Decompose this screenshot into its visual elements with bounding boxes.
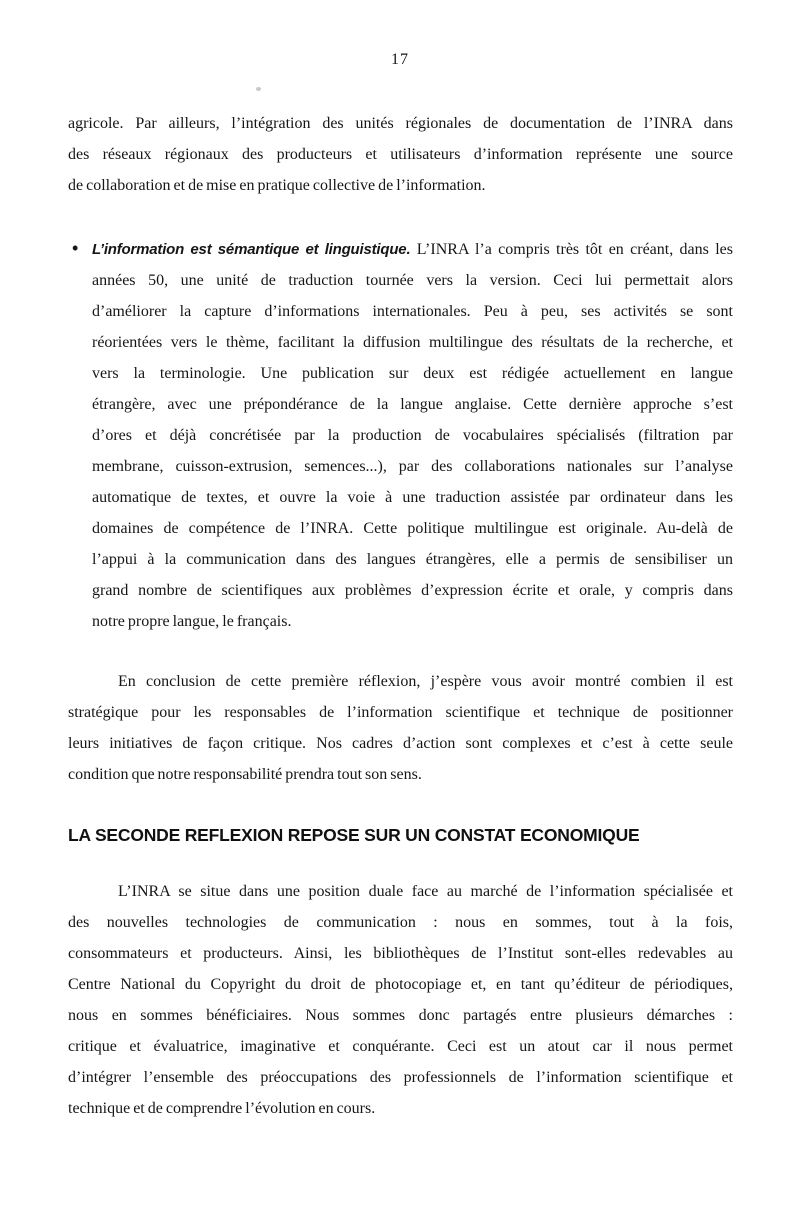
text-line: membrane, cuisson-extrusion, semences...), par des collaborations nationales sur l’analyse xyxy=(92,458,733,475)
text-line: consommateurs et producteurs. Ainsi, les bibliothèques de l’Institut sont-elles redevables au xyxy=(68,945,733,962)
text-line: de collaboration et de mise en pratique collective de l’information. xyxy=(68,177,486,194)
text-line: automatique de textes, et ouvre la voie à une traduction assistée par ordinateur dans les xyxy=(92,489,733,506)
text-line: d’ores et déjà concrétisée par la production de vocabulaires spécialisés (filtration par xyxy=(92,427,733,444)
text-line: des réseaux régionaux des producteurs et utilisateurs d’information représente une source xyxy=(68,146,733,163)
text-line: critique et évaluatrice, imaginative et conquérante. Ceci est un atout car il nous permet xyxy=(68,1038,733,1055)
bullet-item-information-semantique xyxy=(68,234,733,637)
paragraph-conclusion xyxy=(68,666,733,790)
bullet-body xyxy=(92,265,733,637)
text-line: condition que notre responsabilité prendra tout son sens. xyxy=(68,766,422,783)
paragraph-agricole xyxy=(68,108,733,201)
text-line xyxy=(92,234,733,265)
text-line: L’INRA se situe dans une position duale face au marché de l’information spécialisée et xyxy=(118,883,733,900)
text-line: grand nombre de scientifiques aux problèmes d’expression écrite et orale, y compris dans xyxy=(92,582,733,599)
text-line: étrangère, avec une prépondérance de la langue anglaise. Cette dernière approche s’est xyxy=(92,396,733,413)
bullet-icon: • xyxy=(72,238,79,258)
text-line: leurs initiatives de façon critique. Nos cadres d’action sont complexes et c’est à cette seule xyxy=(68,735,733,752)
text-line: domaines de compétence de l’INRA. Cette politique multilingue est originale. Au-delà de xyxy=(92,520,733,537)
text-line: réorientées vers le thème, facilitant la diffusion multilingue des résultats de la recherche, et xyxy=(92,334,733,351)
text-line: En conclusion de cette première réflexion, j’espère vous avoir montré combien il est xyxy=(118,673,733,690)
text-line: stratégique pour les responsables de l’information scientifique et technique de positionner xyxy=(68,704,733,721)
text-line: l’appui à la communication dans des langues étrangères, elle a permis de sensibiliser un xyxy=(92,551,733,568)
text-line: Centre National du Copyright du droit de photocopiage et, en tant qu’éditeur de périodiques, xyxy=(68,976,733,993)
scan-speck xyxy=(256,87,261,91)
text-line: années 50, une unité de traduction tournée vers la version. Ceci lui permettait alors xyxy=(92,272,733,289)
text-line: d’améliorer la capture d’informations internationales. Peu à peu, ses activités se sont xyxy=(92,303,733,320)
text-line: des nouvelles technologies de communication : nous en sommes, tout à la fois, xyxy=(68,914,733,931)
text-line: agricole. Par ailleurs, l’intégration des unités régionales de documentation de l’INRA dans xyxy=(68,115,733,132)
bullet-first-line-rest: L’INRA l’a compris très tôt en créant, dans les xyxy=(410,241,733,258)
text-line: technique et de comprendre l’évolution en cours. xyxy=(68,1100,376,1117)
bullet-lead-text: L’information est sémantique et linguistique. xyxy=(92,241,411,258)
text-line: nous en sommes bénéficiaires. Nous sommes donc partagés entre plusieurs démarches : xyxy=(68,1007,733,1024)
text-line: d’intégrer l’ensemble des préoccupations des professionnels de l’information scientifique et xyxy=(68,1069,733,1086)
text-line: notre propre langue, le français. xyxy=(92,613,292,630)
text-line: vers la terminologie. Une publication sur deux est rédigée actuellement en langue xyxy=(92,365,733,382)
page-number: 17 xyxy=(391,51,409,68)
section-heading: LA SECONDE REFLEXION REPOSE SUR UN CONSTAT ECONOMIQUE xyxy=(68,825,640,845)
paragraph-constat-economique xyxy=(68,876,733,1124)
